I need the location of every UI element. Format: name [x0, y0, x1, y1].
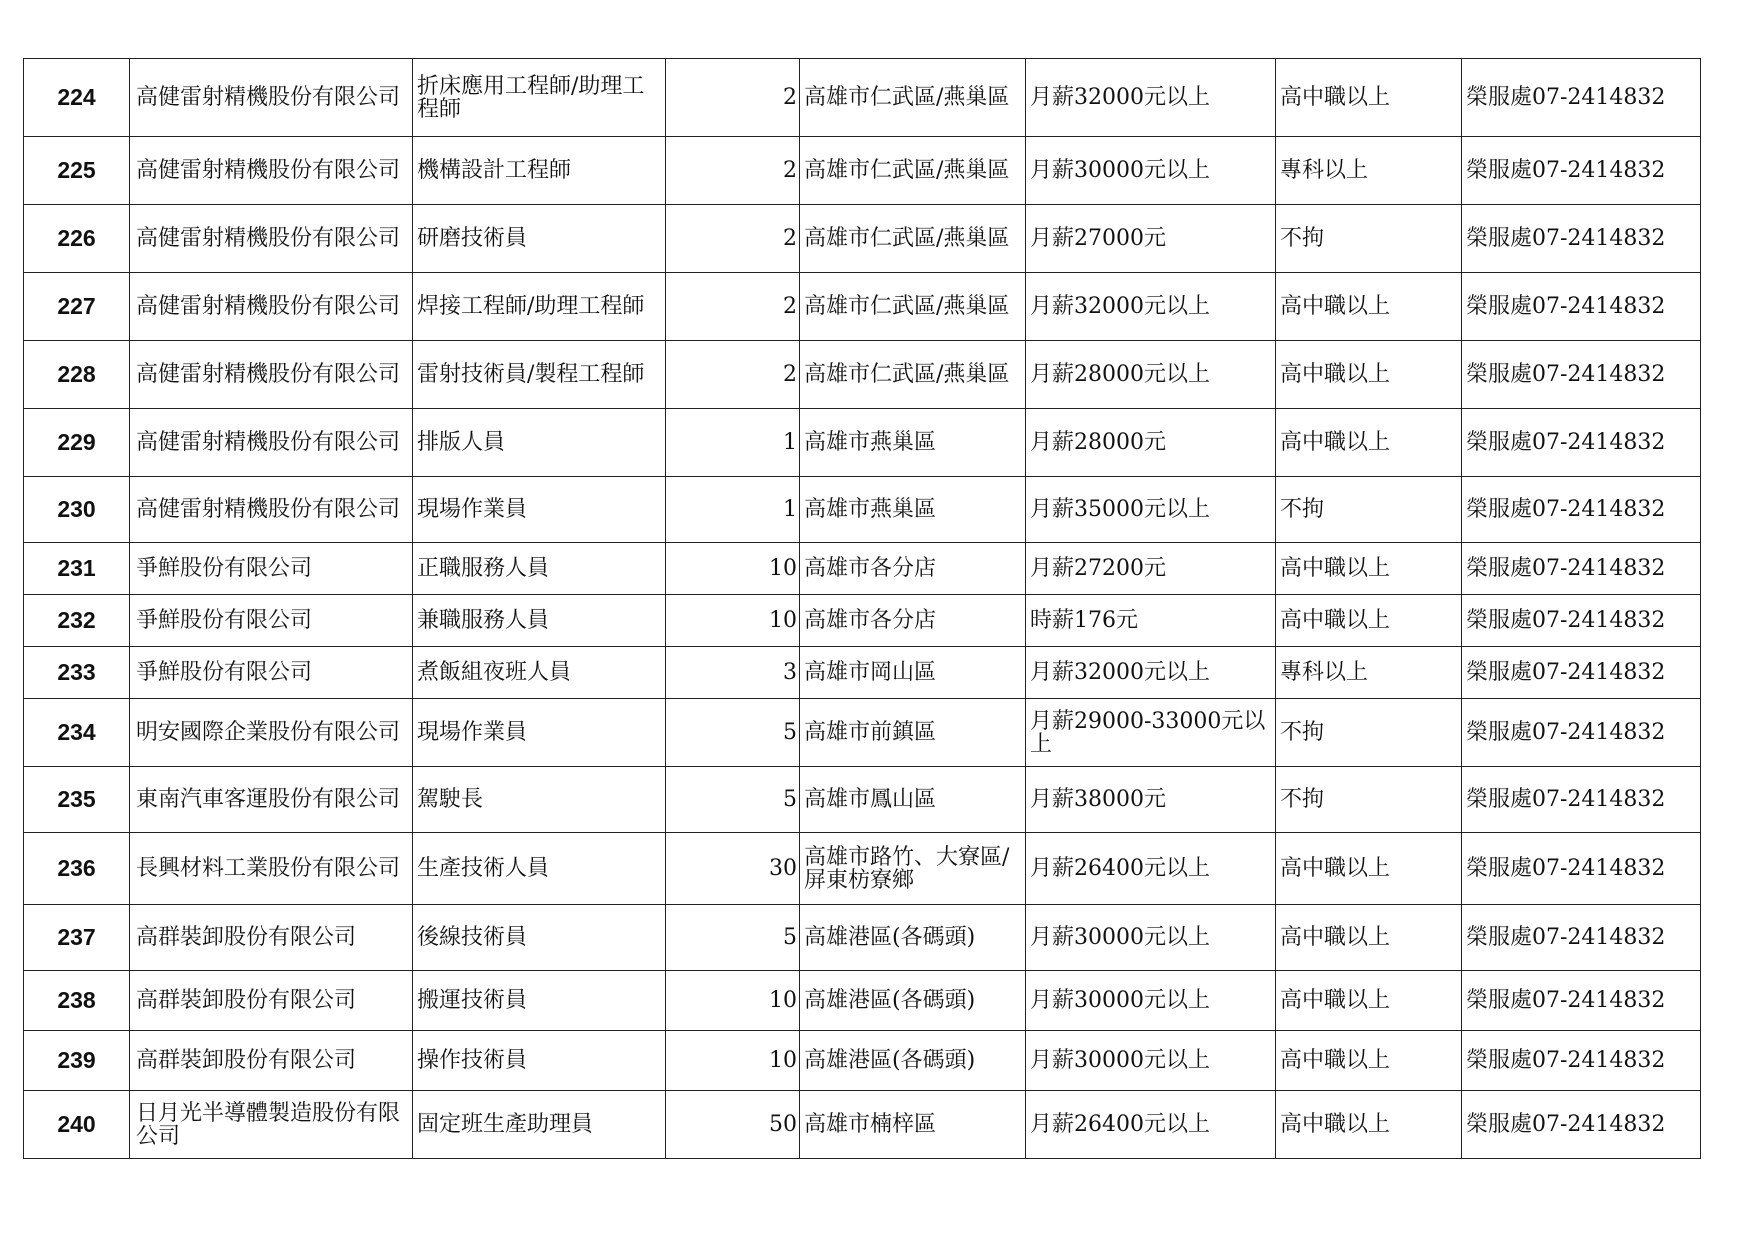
row-number: 235: [24, 767, 130, 833]
job-title: 機構設計工程師: [413, 137, 666, 205]
contact-info: 榮服處07-2414832: [1462, 477, 1701, 543]
job-title: 後線技術員: [413, 905, 666, 971]
row-number: 237: [24, 905, 130, 971]
row-number: 230: [24, 477, 130, 543]
table-row: [24, 137, 1701, 205]
education-requirement: 不拘: [1276, 767, 1462, 833]
company-name: 東南汽車客運股份有限公司: [130, 767, 413, 833]
salary: 月薪32000元以上: [1026, 273, 1276, 341]
contact-info: 榮服處07-2414832: [1462, 905, 1701, 971]
opening-count: 2: [666, 59, 800, 137]
row-number: 225: [24, 137, 130, 205]
row-number: 240: [24, 1091, 130, 1159]
table-row: [24, 905, 1701, 971]
company-name: 高群裝卸股份有限公司: [130, 905, 413, 971]
job-title: 正職服務人員: [413, 543, 666, 595]
salary: 月薪28000元: [1026, 409, 1276, 477]
work-location: 高雄市路竹、大寮區/屏東枋寮鄉: [800, 833, 1026, 905]
job-title: 固定班生產助理員: [413, 1091, 666, 1159]
company-name: 長興材料工業股份有限公司: [130, 833, 413, 905]
company-name: 高健雷射精機股份有限公司: [130, 341, 413, 409]
education-requirement: 高中職以上: [1276, 1031, 1462, 1091]
work-location: 高雄市鳳山區: [800, 767, 1026, 833]
table-row: [24, 833, 1701, 905]
contact-info: 榮服處07-2414832: [1462, 699, 1701, 767]
contact-info: 榮服處07-2414832: [1462, 1091, 1701, 1159]
work-location: 高雄港區(各碼頭): [800, 971, 1026, 1031]
work-location: 高雄市燕巢區: [800, 477, 1026, 543]
work-location: 高雄市各分店: [800, 543, 1026, 595]
contact-info: 榮服處07-2414832: [1462, 543, 1701, 595]
job-title: 排版人員: [413, 409, 666, 477]
table-row: [24, 647, 1701, 699]
opening-count: 50: [666, 1091, 800, 1159]
opening-count: 2: [666, 341, 800, 409]
work-location: 高雄港區(各碼頭): [800, 905, 1026, 971]
row-number: 239: [24, 1031, 130, 1091]
company-name: 日月光半導體製造股份有限公司: [130, 1091, 413, 1159]
education-requirement: 高中職以上: [1276, 543, 1462, 595]
education-requirement: 高中職以上: [1276, 341, 1462, 409]
work-location: 高雄市前鎮區: [800, 699, 1026, 767]
row-number: 236: [24, 833, 130, 905]
opening-count: 10: [666, 971, 800, 1031]
table-row: [24, 543, 1701, 595]
salary: 月薪27000元: [1026, 205, 1276, 273]
table-row: [24, 767, 1701, 833]
job-title: 焊接工程師/助理工程師: [413, 273, 666, 341]
company-name: 爭鮮股份有限公司: [130, 543, 413, 595]
job-title: 現場作業員: [413, 477, 666, 543]
company-name: 爭鮮股份有限公司: [130, 647, 413, 699]
contact-info: 榮服處07-2414832: [1462, 409, 1701, 477]
row-number: 227: [24, 273, 130, 341]
table-row: [24, 273, 1701, 341]
opening-count: 10: [666, 543, 800, 595]
company-name: 高健雷射精機股份有限公司: [130, 477, 413, 543]
education-requirement: 不拘: [1276, 205, 1462, 273]
salary: 月薪32000元以上: [1026, 647, 1276, 699]
salary: 月薪30000元以上: [1026, 971, 1276, 1031]
row-number: 228: [24, 341, 130, 409]
table-row: [24, 971, 1701, 1031]
opening-count: 1: [666, 409, 800, 477]
salary: 月薪29000-33000元以上: [1026, 699, 1276, 767]
company-name: 高健雷射精機股份有限公司: [130, 137, 413, 205]
salary: 月薪35000元以上: [1026, 477, 1276, 543]
contact-info: 榮服處07-2414832: [1462, 341, 1701, 409]
work-location: 高雄市仁武區/燕巢區: [800, 205, 1026, 273]
salary: 月薪38000元: [1026, 767, 1276, 833]
education-requirement: 高中職以上: [1276, 273, 1462, 341]
contact-info: 榮服處07-2414832: [1462, 595, 1701, 647]
education-requirement: 高中職以上: [1276, 59, 1462, 137]
opening-count: 10: [666, 595, 800, 647]
row-number: 229: [24, 409, 130, 477]
salary: 時薪176元: [1026, 595, 1276, 647]
education-requirement: 高中職以上: [1276, 833, 1462, 905]
table-row: [24, 409, 1701, 477]
opening-count: 2: [666, 137, 800, 205]
row-number: 238: [24, 971, 130, 1031]
job-title: 駕駛長: [413, 767, 666, 833]
company-name: 明安國際企業股份有限公司: [130, 699, 413, 767]
job-title: 生產技術人員: [413, 833, 666, 905]
job-title: 研磨技術員: [413, 205, 666, 273]
contact-info: 榮服處07-2414832: [1462, 647, 1701, 699]
work-location: 高雄市仁武區/燕巢區: [800, 137, 1026, 205]
table-row: [24, 477, 1701, 543]
education-requirement: 高中職以上: [1276, 409, 1462, 477]
row-number: 224: [24, 59, 130, 137]
salary: 月薪28000元以上: [1026, 341, 1276, 409]
education-requirement: 高中職以上: [1276, 905, 1462, 971]
table-row: [24, 595, 1701, 647]
work-location: 高雄港區(各碼頭): [800, 1031, 1026, 1091]
table-row: [24, 699, 1701, 767]
company-name: 高群裝卸股份有限公司: [130, 1031, 413, 1091]
salary: 月薪30000元以上: [1026, 1031, 1276, 1091]
opening-count: 5: [666, 767, 800, 833]
education-requirement: 不拘: [1276, 477, 1462, 543]
row-number: 231: [24, 543, 130, 595]
job-title: 現場作業員: [413, 699, 666, 767]
contact-info: 榮服處07-2414832: [1462, 971, 1701, 1031]
salary: 月薪27200元: [1026, 543, 1276, 595]
education-requirement: 高中職以上: [1276, 595, 1462, 647]
salary: 月薪30000元以上: [1026, 905, 1276, 971]
opening-count: 1: [666, 477, 800, 543]
work-location: 高雄市燕巢區: [800, 409, 1026, 477]
salary: 月薪30000元以上: [1026, 137, 1276, 205]
opening-count: 10: [666, 1031, 800, 1091]
table-row: [24, 1091, 1701, 1159]
row-number: 232: [24, 595, 130, 647]
salary: 月薪26400元以上: [1026, 833, 1276, 905]
work-location: 高雄市岡山區: [800, 647, 1026, 699]
opening-count: 5: [666, 905, 800, 971]
company-name: 高健雷射精機股份有限公司: [130, 59, 413, 137]
job-title: 折床應用工程師/助理工程師: [413, 59, 666, 137]
work-location: 高雄市楠梓區: [800, 1091, 1026, 1159]
table-row: [24, 205, 1701, 273]
company-name: 高健雷射精機股份有限公司: [130, 205, 413, 273]
work-location: 高雄市仁武區/燕巢區: [800, 341, 1026, 409]
opening-count: 3: [666, 647, 800, 699]
table-row: [24, 59, 1701, 137]
job-title: 搬運技術員: [413, 971, 666, 1031]
opening-count: 2: [666, 273, 800, 341]
company-name: 高健雷射精機股份有限公司: [130, 409, 413, 477]
education-requirement: 高中職以上: [1276, 1091, 1462, 1159]
education-requirement: 不拘: [1276, 699, 1462, 767]
work-location: 高雄市仁武區/燕巢區: [800, 59, 1026, 137]
row-number: 233: [24, 647, 130, 699]
contact-info: 榮服處07-2414832: [1462, 833, 1701, 905]
row-number: 226: [24, 205, 130, 273]
table-row: [24, 1031, 1701, 1091]
company-name: 高群裝卸股份有限公司: [130, 971, 413, 1031]
opening-count: 2: [666, 205, 800, 273]
contact-info: 榮服處07-2414832: [1462, 273, 1701, 341]
table-row: [24, 341, 1701, 409]
contact-info: 榮服處07-2414832: [1462, 767, 1701, 833]
row-number: 234: [24, 699, 130, 767]
education-requirement: 專科以上: [1276, 137, 1462, 205]
job-listing-table: [23, 58, 1701, 1159]
work-location: 高雄市仁武區/燕巢區: [800, 273, 1026, 341]
company-name: 爭鮮股份有限公司: [130, 595, 413, 647]
job-title: 操作技術員: [413, 1031, 666, 1091]
contact-info: 榮服處07-2414832: [1462, 1031, 1701, 1091]
education-requirement: 高中職以上: [1276, 971, 1462, 1031]
contact-info: 榮服處07-2414832: [1462, 59, 1701, 137]
education-requirement: 專科以上: [1276, 647, 1462, 699]
salary: 月薪26400元以上: [1026, 1091, 1276, 1159]
job-title: 兼職服務人員: [413, 595, 666, 647]
job-title: 雷射技術員/製程工程師: [413, 341, 666, 409]
opening-count: 30: [666, 833, 800, 905]
work-location: 高雄市各分店: [800, 595, 1026, 647]
job-title: 煮飯組夜班人員: [413, 647, 666, 699]
opening-count: 5: [666, 699, 800, 767]
contact-info: 榮服處07-2414832: [1462, 205, 1701, 273]
company-name: 高健雷射精機股份有限公司: [130, 273, 413, 341]
contact-info: 榮服處07-2414832: [1462, 137, 1701, 205]
salary: 月薪32000元以上: [1026, 59, 1276, 137]
